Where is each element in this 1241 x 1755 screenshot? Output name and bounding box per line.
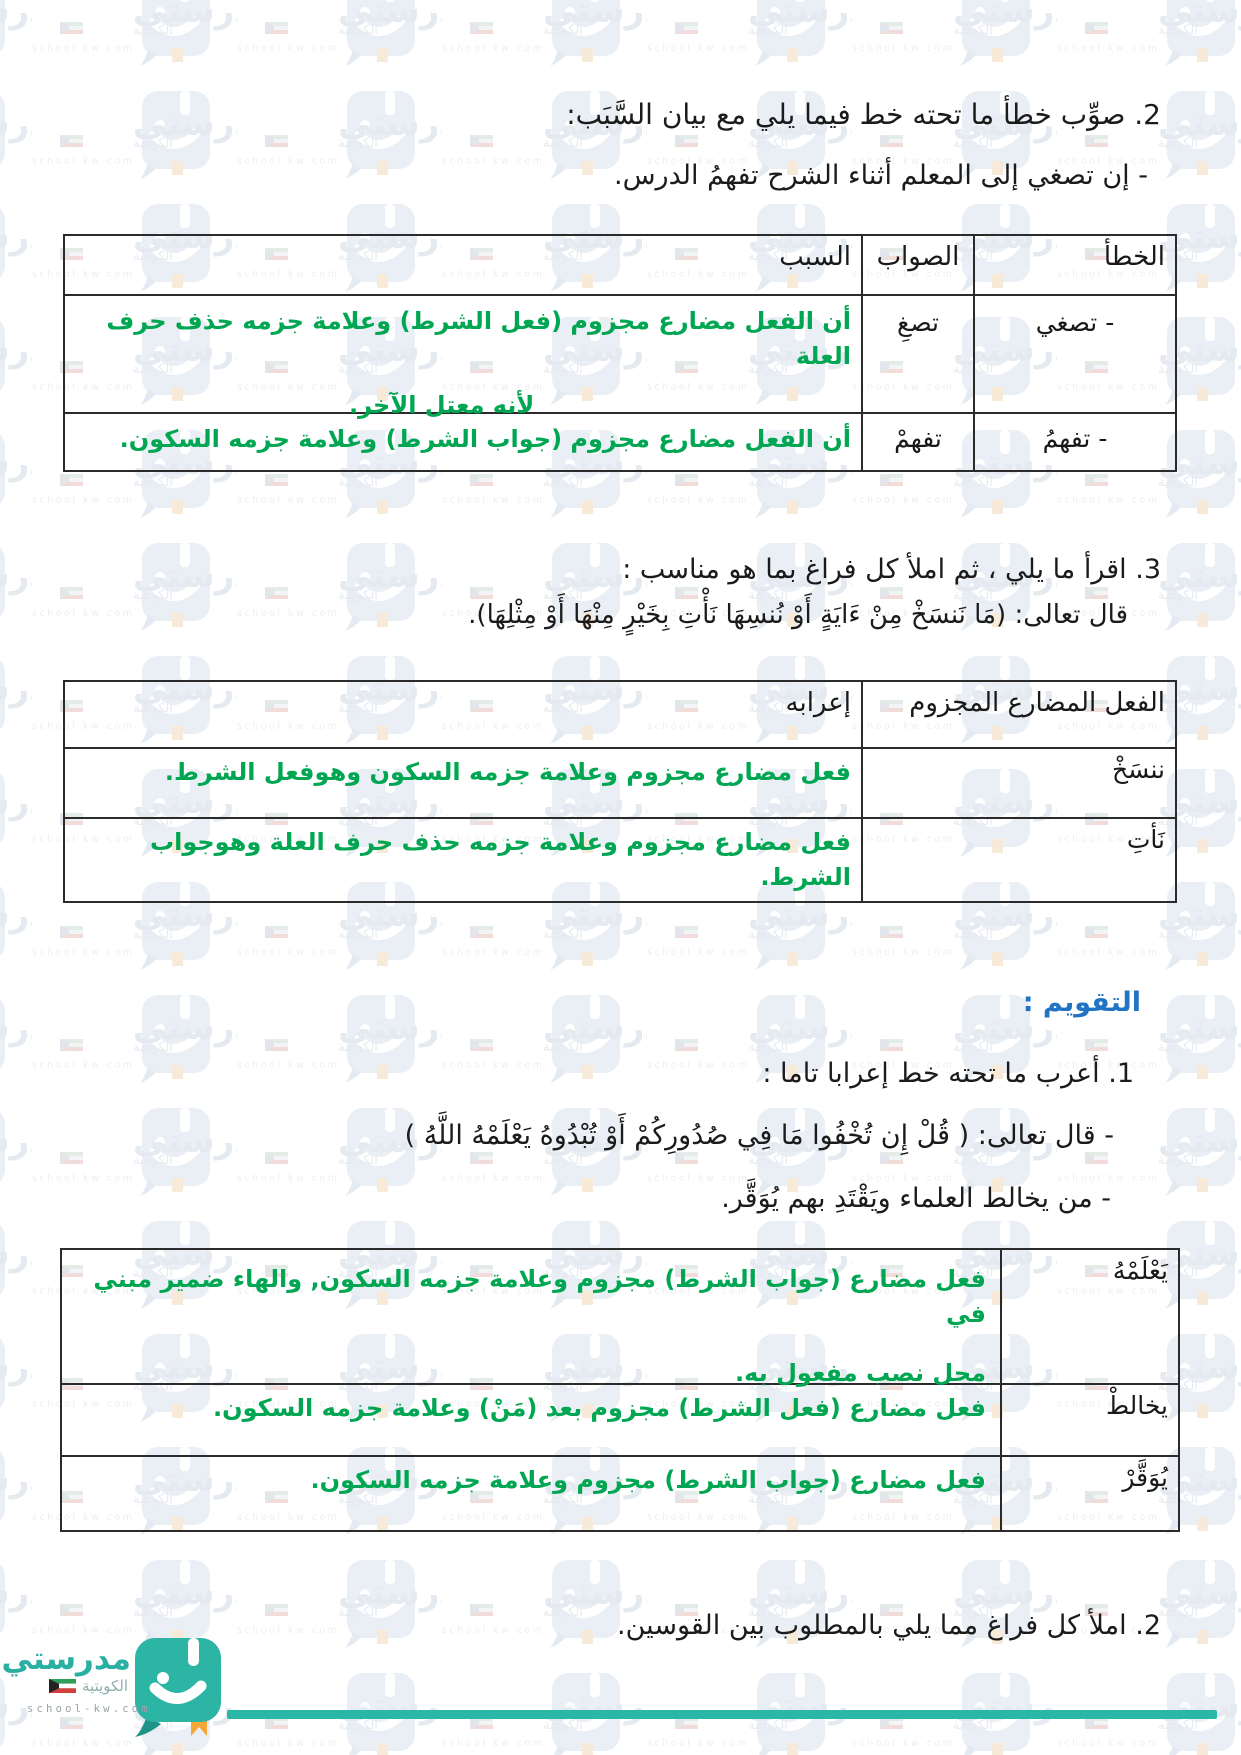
table-header-row	[65, 682, 1175, 749]
parsing-cell	[62, 1250, 1000, 1387]
evaluation-q1-verse: - قال تعالى: ( قُلْ إِن تُخْفُوا مَا فِي صُدُورِكُمْ أَوْ تُبْدُوهُ يَعْلَمْهُ اللَّهُ )	[404, 1120, 1114, 1151]
table-row	[62, 1385, 1178, 1457]
parsing-cell	[65, 819, 861, 901]
brand-name: مدرستي	[1, 1641, 131, 1677]
parsing-answer-line1: فعل مضارع (جواب الشرط) مجزوم وعلامة جزمه السكون, والهاء ضمير مبني في	[93, 1265, 986, 1328]
error-correction-table	[63, 234, 1177, 472]
table-header-row	[65, 236, 1175, 296]
reason-cell	[65, 414, 861, 470]
error-cell: - تفهمُ	[973, 414, 1175, 470]
reason-answer-line2: لأنه معتل الآخر.	[349, 390, 535, 419]
error-cell: - تصغي	[973, 296, 1175, 412]
kuwait-flag-icon	[49, 1679, 76, 1693]
word-cell: يُوَقَّرْ	[1000, 1457, 1178, 1530]
table-row	[65, 819, 1175, 901]
parsing-cell	[65, 749, 861, 817]
parsing-answer: فعل مضارع مجزوم وعلامة جزمه السكون وهوفعل الشرط.	[164, 758, 851, 787]
section3-title: 3. اقرأ ما يلي ، ثم املأ كل فراغ بما هو مناسب :	[622, 554, 1161, 585]
footer-divider-bar	[227, 1710, 1217, 1719]
header-jussive-verb: الفعل المضارع المجزوم	[861, 682, 1175, 747]
brand-subtitle: الكويتية	[82, 1677, 129, 1695]
section3-quran-verse: قال تعالى: (مَا نَنسَخْ مِنْ ءَايَةٍ أَوْ نُنسِهَا نَأْتِ بِخَيْرٍ مِنْهَا أَوْ مِثْلِهَا).	[468, 600, 1128, 630]
reason-cell	[65, 296, 861, 419]
brand-url: school-kw.com	[27, 1703, 151, 1715]
table-row	[62, 1250, 1178, 1385]
parsing-answer: فعل مضارع مجزوم وعلامة جزمه حذف حرف العلة وهوجواب الشرط.	[149, 828, 851, 892]
table-row	[65, 296, 1175, 419]
evaluation-q1-title: 1. أعرب ما تحته خط إعرابا تاما :	[762, 1058, 1134, 1089]
header-parsing: إعرابه	[785, 688, 851, 718]
table-row	[65, 749, 1175, 819]
header-correct: الصواب	[861, 236, 973, 294]
verb-cell: ننسَخْ	[861, 749, 1175, 817]
correct-cell: تفهمْ	[861, 414, 973, 470]
verb-cell: نَأتِ	[861, 819, 1175, 901]
brand-logo-icon	[133, 1636, 225, 1742]
correct-cell: تصغِ	[861, 296, 973, 412]
evaluation-heading: التقويم :	[1022, 987, 1141, 1018]
parsing-cell	[62, 1385, 1000, 1455]
full-parsing-table	[60, 1248, 1180, 1532]
verb-parsing-table	[63, 680, 1177, 903]
header-error: الخطأ	[973, 236, 1175, 294]
word-cell: يَعْلَمْهُ	[1000, 1250, 1178, 1383]
reason-answer-line1: أن الفعل مضارع مجزوم (جواب الشرط) وعلامة جزمه السكون.	[119, 425, 851, 453]
reason-answer-line1: أن الفعل مضارع مجزوم (فعل الشرط) وعلامة جزمه حذف حرف العلة	[106, 307, 851, 370]
brand-sub-row	[49, 1677, 128, 1695]
evaluation-q2-title: 2. املأ كل فراغ مما يلي بالمطلوب بين القوسين.	[617, 1610, 1161, 1641]
table-row	[65, 414, 1175, 470]
header-reason: السبب	[779, 242, 851, 272]
parsing-cell	[62, 1457, 1000, 1530]
parsing-answer-line2: محل نصب مفعول به.	[735, 1358, 986, 1387]
section2-example-sentence: - إن تصغي إلى المعلم أثناء الشرح تفهمُ الدرس.	[614, 160, 1148, 191]
evaluation-q1-sentence: - من يخالط العلماء ويَقْتَدِ بهم يُوَقَّر.	[721, 1183, 1111, 1214]
table-row	[62, 1457, 1178, 1530]
word-cell: يخالطْ	[1000, 1385, 1178, 1455]
parsing-answer-line1: فعل مضارع (فعل الشرط) مجزوم بعد (مَنْ) وعلامة جزمه السكون.	[212, 1394, 986, 1422]
section2-title: 2. صوِّب خطأ ما تحته خط فيما يلي مع بيان السَّبَب:	[566, 98, 1161, 131]
parsing-answer-line1: فعل مضارع (جواب الشرط) مجزوم وعلامة جزمه السكون.	[310, 1466, 986, 1494]
